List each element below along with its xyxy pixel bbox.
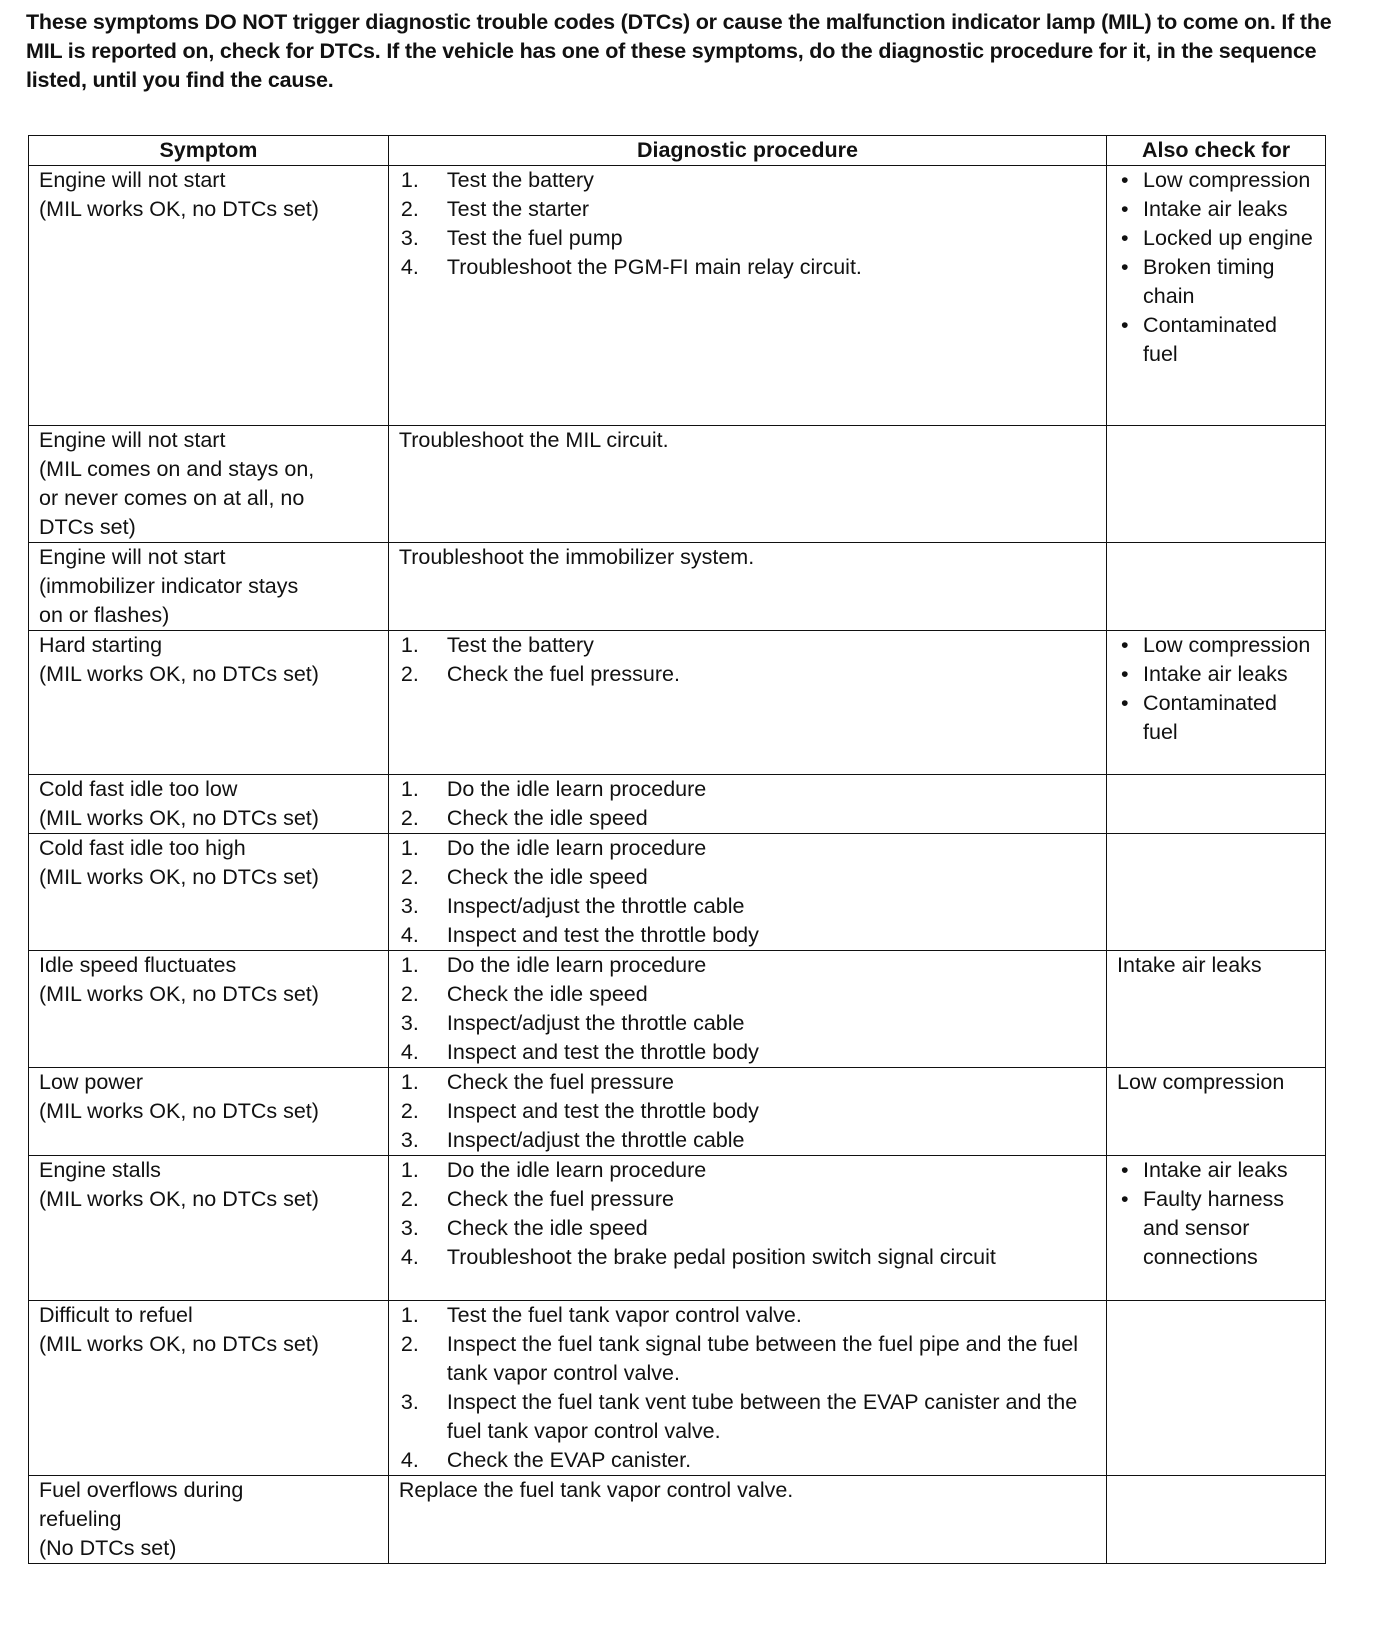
procedure-step: [399, 921, 1096, 950]
step-number: 1.: [400, 633, 419, 657]
symptom-cell: [29, 1156, 389, 1301]
step-number: 4.: [400, 1040, 419, 1064]
also-check-cell: [1107, 1476, 1326, 1564]
also-check-item: [1117, 660, 1315, 689]
step-number: 2.: [400, 1332, 419, 1356]
table-row: [29, 1068, 1326, 1156]
symptom-line: (No DTCs set): [39, 1536, 177, 1560]
procedure-step: [399, 1446, 1096, 1475]
symptom-line: Engine will not start: [39, 545, 226, 569]
step-number: 2.: [400, 197, 419, 221]
step-number: 3.: [400, 226, 419, 250]
symptom-line: Fuel overflows during: [39, 1478, 244, 1502]
procedure-cell: [388, 166, 1106, 426]
symptom-line: Engine stalls: [39, 1158, 161, 1182]
procedure-cell: [388, 775, 1106, 834]
procedure-step: [399, 1330, 1096, 1388]
procedure-cell: [388, 426, 1106, 543]
procedure-cell: [388, 631, 1106, 775]
step-number: 1.: [400, 1303, 419, 1327]
step-number: 2.: [400, 662, 419, 686]
symptom-line: Idle speed fluctuates: [39, 953, 237, 977]
step-number: 4.: [400, 923, 419, 947]
step-number: 3.: [400, 1128, 419, 1152]
procedure-step: [399, 253, 1096, 282]
also-check-text: Locked up engine: [1143, 226, 1313, 250]
procedure-step: [399, 195, 1096, 224]
step-text: Inspect the fuel tank signal tube between the fuel pipe and the fuel tank vapor control valve.: [446, 1332, 1079, 1385]
also-check-text: Low compression: [1143, 633, 1311, 657]
procedure-text: Troubleshoot the immobilizer system.: [398, 545, 755, 569]
step-number: 3.: [400, 894, 419, 918]
also-check-text: Contaminated fuel: [1143, 313, 1277, 366]
symptom-line: or never comes on at all, no: [39, 486, 305, 510]
procedure-cell: [388, 834, 1106, 951]
step-text: Check the idle speed: [446, 1216, 648, 1240]
step-number: 2.: [400, 1187, 419, 1211]
step-text: Test the battery: [446, 168, 594, 192]
also-check-text: Low compression: [1117, 1070, 1285, 1094]
step-text: Test the battery: [446, 633, 594, 657]
bullet-icon: •: [1121, 197, 1129, 221]
symptom-line: Cold fast idle too low: [39, 777, 238, 801]
procedure-cell: [388, 1301, 1106, 1476]
step-text: Check the idle speed: [446, 806, 648, 830]
procedure-cell: [388, 951, 1106, 1068]
also-check-text: Faulty harness and sensor connections: [1143, 1187, 1285, 1269]
procedure-step: [399, 804, 1096, 833]
step-number: 2.: [400, 982, 419, 1006]
symptom-cell: [29, 166, 389, 426]
also-check-item: [1117, 224, 1315, 253]
step-number: 3.: [400, 1390, 419, 1414]
symptom-line: on or flashes): [39, 603, 170, 627]
also-check-text: Intake air leaks: [1117, 953, 1262, 977]
procedure-step: [399, 1156, 1096, 1185]
also-check-text: Intake air leaks: [1143, 1158, 1288, 1182]
step-text: Test the fuel pump: [446, 226, 623, 250]
intro-paragraph: These symptoms DO NOT trigger diagnostic trouble codes (DTCs) or cause the malfunction indicator lamp (MIL) to come on. If the MIL is reported on, check for DTCs. If the vehicle has one of these symptoms, do the diagnostic procedure for it, in the sequence listed, until you find the cause.: [26, 10, 1332, 92]
header-symptom: Symptom: [29, 136, 389, 166]
procedure-step: [399, 951, 1096, 980]
procedure-step: [399, 980, 1096, 1009]
also-check-cell: [1107, 775, 1326, 834]
bullet-icon: •: [1121, 255, 1129, 279]
step-text: Check the EVAP canister.: [446, 1448, 692, 1472]
bullet-icon: •: [1121, 691, 1129, 715]
also-check-item: [1117, 195, 1315, 224]
step-text: Inspect and test the throttle body: [446, 1040, 759, 1064]
procedure-step: [399, 1243, 1096, 1272]
procedure-step: [399, 1097, 1096, 1126]
step-text: Test the fuel tank vapor control valve.: [446, 1303, 802, 1327]
procedure-step: [399, 892, 1096, 921]
table-row: [29, 834, 1326, 951]
procedure-step: [399, 166, 1096, 195]
also-check-item: [1117, 166, 1315, 195]
also-check-item: [1117, 689, 1315, 747]
step-text: Inspect and test the throttle body: [446, 1099, 759, 1123]
step-number: 4.: [400, 1245, 419, 1269]
also-check-cell: [1107, 1068, 1326, 1156]
step-number: 2.: [400, 806, 419, 830]
step-text: Test the starter: [446, 197, 590, 221]
procedure-step: [399, 1068, 1096, 1097]
also-check-text: Broken timing chain: [1143, 255, 1275, 308]
step-text: Inspect the fuel tank vent tube between the EVAP canister and the fuel tank vapor control valve.: [446, 1390, 1078, 1443]
step-text: Do the idle learn procedure: [446, 777, 707, 801]
symptom-line: (MIL works OK, no DTCs set): [39, 1099, 319, 1123]
symptom-line: Engine will not start: [39, 168, 226, 192]
procedure-step: [399, 224, 1096, 253]
step-number: 3.: [400, 1011, 419, 1035]
step-text: Do the idle learn procedure: [446, 836, 707, 860]
table-row: [29, 951, 1326, 1068]
symptom-cell: [29, 951, 389, 1068]
step-text: Check the fuel pressure: [446, 1187, 674, 1211]
procedure-step: [399, 1185, 1096, 1214]
symptom-line: (immobilizer indicator stays: [39, 574, 299, 598]
step-number: 1.: [400, 1070, 419, 1094]
step-number: 1.: [400, 836, 419, 860]
step-text: Check the idle speed: [446, 982, 648, 1006]
table-row: [29, 426, 1326, 543]
procedure-step: [399, 631, 1096, 660]
also-check-cell: [1107, 951, 1326, 1068]
bullet-icon: •: [1121, 633, 1129, 657]
step-text: Do the idle learn procedure: [446, 1158, 707, 1182]
procedure-step: [399, 775, 1096, 804]
also-check-text: Low compression: [1143, 168, 1311, 192]
procedure-cell: [388, 1068, 1106, 1156]
symptom-line: Cold fast idle too high: [39, 836, 246, 860]
bullet-icon: •: [1121, 1158, 1129, 1182]
also-check-cell: [1107, 834, 1326, 951]
step-number: 1.: [400, 168, 419, 192]
symptom-troubleshooting-table: [28, 135, 1326, 1564]
procedure-step: [399, 1214, 1096, 1243]
also-check-item: [1117, 1156, 1315, 1185]
symptom-line: Low power: [39, 1070, 143, 1094]
step-number: 4.: [400, 1448, 419, 1472]
symptom-line: (MIL works OK, no DTCs set): [39, 1332, 319, 1356]
symptom-line: (MIL comes on and stays on,: [39, 457, 315, 481]
step-text: Inspect/adjust the throttle cable: [446, 1011, 745, 1035]
symptom-cell: [29, 1068, 389, 1156]
table-row: [29, 1301, 1326, 1476]
table-row: [29, 775, 1326, 834]
procedure-cell: [388, 1476, 1106, 1564]
symptom-line: (MIL works OK, no DTCs set): [39, 865, 319, 889]
symptom-line: Hard starting: [39, 633, 163, 657]
symptom-line: DTCs set): [39, 515, 136, 539]
step-text: Check the fuel pressure.: [446, 662, 680, 686]
symptom-line: refueling: [39, 1507, 122, 1531]
also-check-cell: [1107, 631, 1326, 775]
table-header-row: [29, 136, 1326, 166]
step-number: 1.: [400, 1158, 419, 1182]
procedure-text: Troubleshoot the MIL circuit.: [398, 428, 669, 452]
symptom-cell: [29, 834, 389, 951]
symptom-line: Engine will not start: [39, 428, 226, 452]
procedure-cell: [388, 1156, 1106, 1301]
step-text: Inspect/adjust the throttle cable: [446, 894, 745, 918]
symptom-line: (MIL works OK, no DTCs set): [39, 662, 319, 686]
bullet-icon: •: [1121, 313, 1129, 337]
procedure-step: [399, 1301, 1096, 1330]
step-text: Troubleshoot the PGM-FI main relay circuit.: [446, 255, 862, 279]
table-row: [29, 166, 1326, 426]
header-diagnostic-procedure: Diagnostic procedure: [388, 136, 1106, 166]
bullet-icon: •: [1121, 662, 1129, 686]
also-check-item: [1117, 1185, 1315, 1272]
symptom-cell: [29, 1476, 389, 1564]
procedure-step: [399, 1009, 1096, 1038]
table-row: [29, 631, 1326, 775]
symptom-cell: [29, 543, 389, 631]
also-check-text: Contaminated fuel: [1143, 691, 1277, 744]
also-check-cell: [1107, 1301, 1326, 1476]
step-text: Troubleshoot the brake pedal position switch signal circuit: [446, 1245, 996, 1269]
symptom-cell: [29, 1301, 389, 1476]
procedure-text: Replace the fuel tank vapor control valve.: [398, 1478, 794, 1502]
procedure-step: [399, 1388, 1096, 1446]
symptom-cell: [29, 775, 389, 834]
table-row: [29, 1476, 1326, 1564]
also-check-text: Intake air leaks: [1143, 662, 1288, 686]
step-text: Do the idle learn procedure: [446, 953, 707, 977]
procedure-cell: [388, 543, 1106, 631]
table-row: [29, 1156, 1326, 1301]
procedure-step: [399, 1126, 1096, 1155]
also-check-item: [1117, 631, 1315, 660]
step-number: 4.: [400, 255, 419, 279]
also-check-cell: [1107, 1156, 1326, 1301]
step-number: 1.: [400, 777, 419, 801]
bullet-icon: •: [1121, 168, 1129, 192]
procedure-step: [399, 1038, 1096, 1067]
step-number: 1.: [400, 953, 419, 977]
also-check-cell: [1107, 166, 1326, 426]
step-number: 2.: [400, 1099, 419, 1123]
step-text: Check the fuel pressure: [446, 1070, 674, 1094]
symptom-cell: [29, 426, 389, 543]
procedure-step: [399, 660, 1096, 689]
bullet-icon: •: [1121, 226, 1129, 250]
step-text: Inspect and test the throttle body: [446, 923, 759, 947]
symptom-cell: [29, 631, 389, 775]
also-check-item: [1117, 253, 1315, 311]
also-check-cell: [1107, 426, 1326, 543]
procedure-step: [399, 863, 1096, 892]
also-check-item: [1117, 311, 1315, 369]
also-check-text: Intake air leaks: [1143, 197, 1288, 221]
bullet-icon: •: [1121, 1187, 1129, 1211]
also-check-cell: [1107, 543, 1326, 631]
step-text: Check the idle speed: [446, 865, 648, 889]
symptom-line: (MIL works OK, no DTCs set): [39, 982, 319, 1006]
procedure-step: [399, 834, 1096, 863]
step-number: 3.: [400, 1216, 419, 1240]
symptom-line: Difficult to refuel: [39, 1303, 193, 1327]
symptom-line: (MIL works OK, no DTCs set): [39, 1187, 319, 1211]
step-text: Inspect/adjust the throttle cable: [446, 1128, 745, 1152]
step-number: 2.: [400, 865, 419, 889]
symptom-line: (MIL works OK, no DTCs set): [39, 806, 319, 830]
table-row: [29, 543, 1326, 631]
header-also-check-for: Also check for: [1107, 136, 1326, 166]
symptom-line: (MIL works OK, no DTCs set): [39, 197, 319, 221]
